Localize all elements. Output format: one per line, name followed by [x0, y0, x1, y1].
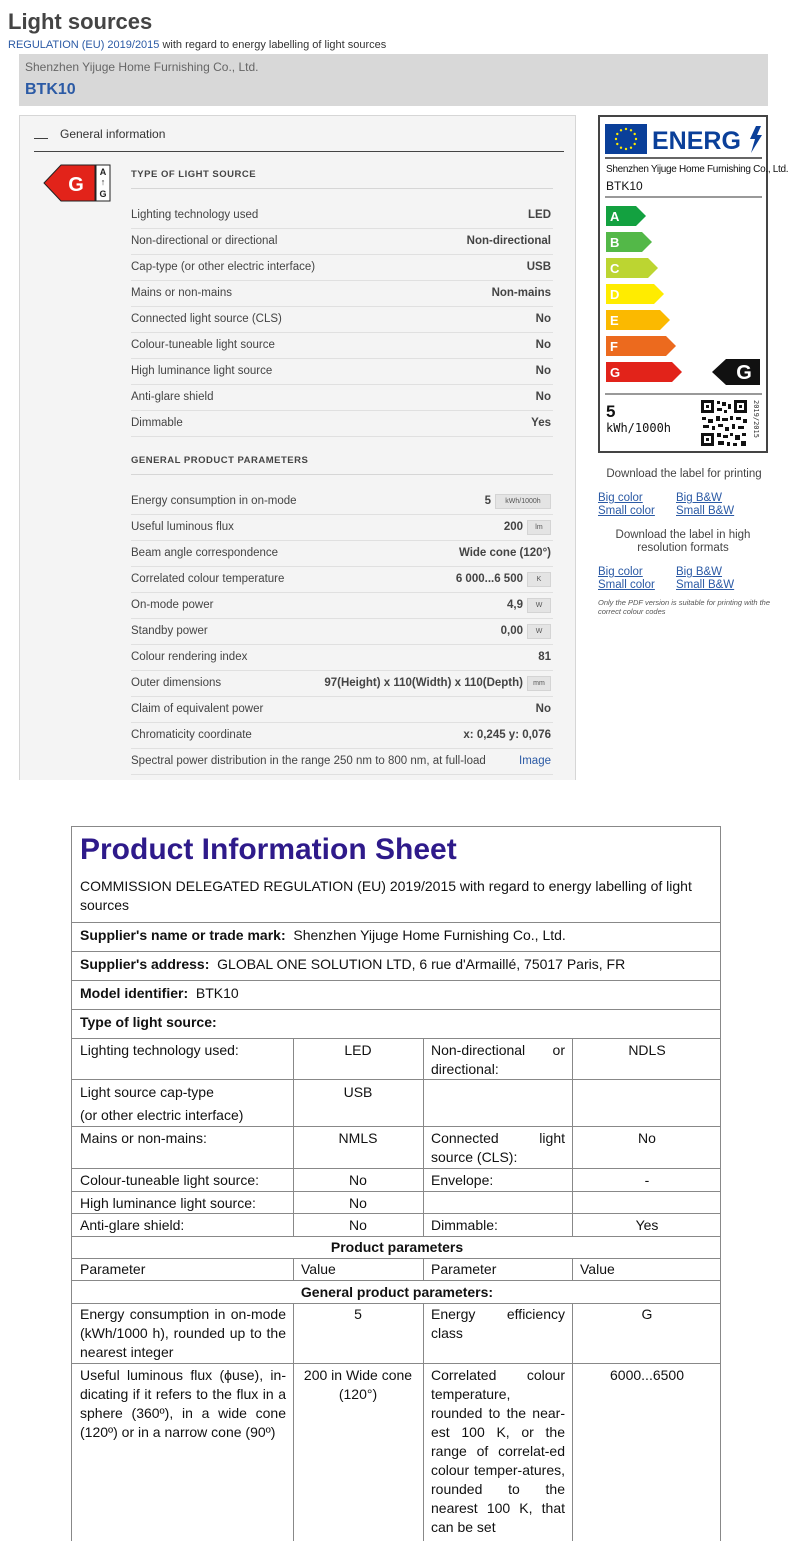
- param-row: [131, 672, 553, 697]
- type-heading-row: [72, 1009, 721, 1038]
- supplier-label: Supplier's name or trade mark:: [80, 927, 286, 943]
- row-value: 5: [484, 495, 491, 507]
- t-cls-value: No: [638, 1130, 656, 1146]
- type-row: [131, 282, 553, 307]
- t-ag-value: No: [349, 1217, 367, 1233]
- p-flux-value: 200 in Wide cone (120°): [303, 1367, 413, 1402]
- p-energy-value: 5: [354, 1306, 362, 1322]
- t-ag-label: Anti-glare shield:: [80, 1217, 185, 1233]
- label-consumption-unit: kWh/1000h: [606, 421, 672, 435]
- p-energy-label: Energy consumption in on-mode (kWh/1000 h), rounded up to the nearest integer: [80, 1306, 286, 1360]
- section-divider: [131, 188, 553, 189]
- sheet-title: Product Information Sheet: [80, 833, 457, 866]
- row-value: Non-directional: [466, 235, 551, 247]
- type-row: [131, 386, 553, 411]
- scale-arrow-icon: ↑: [100, 177, 106, 187]
- unit-badge: kWh/1000h: [495, 494, 551, 509]
- row-value: x: 0,245 y: 0,076: [463, 729, 551, 741]
- scale-letter-a: A: [610, 209, 620, 224]
- general-params-heading: General product parameters:: [300, 1284, 494, 1300]
- model-row: [72, 980, 721, 1009]
- row-label: Useful luminous flux: [131, 521, 234, 533]
- col-value-2: Value: [580, 1261, 615, 1277]
- row-label: Correlated colour temperature: [131, 573, 285, 585]
- param-row: [131, 594, 553, 619]
- type-row: [131, 360, 553, 385]
- download-small-bw-link[interactable]: Small B&W: [676, 505, 735, 517]
- supplier-row: [72, 922, 721, 951]
- collapse-icon[interactable]: —: [34, 129, 48, 145]
- type-row: [131, 308, 553, 333]
- row-value: No: [535, 703, 551, 715]
- t-lighting-label: Lighting technology used:: [80, 1042, 239, 1058]
- t-tune-value: No: [349, 1172, 367, 1188]
- t-cap-value: USB: [343, 1084, 373, 1100]
- t-mains-value: NMLS: [338, 1130, 378, 1146]
- row-value: No: [535, 339, 551, 351]
- unit-badge: K: [527, 572, 551, 587]
- t-cap-label-2: (or other electric interface): [80, 1107, 244, 1123]
- t-mains-label: Mains or non-mains:: [80, 1130, 207, 1146]
- row-value: 97(Height) x 110(Width) x 110(Depth): [324, 677, 523, 689]
- hires-big-color-link[interactable]: Big color: [598, 566, 643, 578]
- t-dir-label: Non-directional or directional:: [431, 1042, 565, 1077]
- row-label: Colour-tuneable light source: [131, 339, 275, 351]
- t-env-value: -: [644, 1172, 650, 1188]
- row-label: Non-directional or directional: [131, 235, 278, 247]
- download-big-bw-link[interactable]: Big B&W: [676, 492, 723, 504]
- param-row: [131, 490, 553, 515]
- energy-class-letter: G: [68, 174, 84, 196]
- row-value: LED: [528, 209, 551, 221]
- scale-top-letter: A: [99, 167, 107, 177]
- t-env-label: Envelope:: [431, 1172, 494, 1188]
- hires-big-bw-link[interactable]: Big B&W: [676, 566, 723, 578]
- model-label: Model identifier:: [80, 985, 189, 1001]
- param-row: [131, 698, 553, 723]
- row-value: 81: [538, 651, 551, 663]
- address-row: [72, 951, 721, 980]
- product-information-sheet: [71, 826, 721, 1541]
- param-row: [131, 724, 553, 749]
- scale-letter-f: F: [610, 339, 618, 354]
- row-value: Yes: [531, 417, 551, 429]
- unit-badge: lm: [527, 520, 551, 535]
- row-label: Anti-glare shield: [131, 391, 214, 403]
- row-value: No: [535, 365, 551, 377]
- col-parameter-2: Parameter: [431, 1261, 497, 1277]
- row-label: Claim of equivalent power: [131, 703, 264, 715]
- address-value: GLOBAL ONE SOLUTION LTD, 6 rue d'Armaillé, 75017 Paris, FR: [217, 956, 626, 972]
- type-row: [131, 412, 553, 437]
- label-supplier: Shenzhen Yijuge Home Furnishing Co., Ltd.: [606, 164, 789, 175]
- row-value: 200: [503, 521, 523, 533]
- row-value: 0,00: [500, 625, 523, 637]
- hires-small-bw-link[interactable]: Small B&W: [676, 579, 735, 591]
- row-value: USB: [526, 261, 551, 273]
- regulation-link[interactable]: REGULATION (EU) 2019/2015: [8, 39, 160, 51]
- param-row: [131, 516, 553, 541]
- unit-badge: W: [527, 598, 551, 613]
- param-row: [131, 568, 553, 593]
- energy-label-card[interactable]: [598, 115, 789, 453]
- unit-badge: W: [527, 624, 551, 639]
- model-value: BTK10: [195, 985, 239, 1001]
- energy-wordmark: ENERG: [652, 127, 741, 155]
- model-identifier: BTK10: [25, 81, 76, 98]
- row-label: On-mode power: [131, 599, 214, 611]
- p-cct-value: 6000...6500: [610, 1367, 684, 1383]
- param-row: [131, 542, 553, 567]
- address-label: Supplier's address:: [80, 956, 210, 972]
- scale-letter-g: G: [610, 365, 621, 380]
- general-information-title: General information: [60, 127, 166, 141]
- p-class-value: G: [641, 1306, 653, 1322]
- row-label: Cap-type (or other electric interface): [131, 261, 316, 273]
- row-value: 6 000...6 500: [455, 573, 523, 585]
- t-hl-value: No: [349, 1195, 367, 1211]
- download-big-color-link[interactable]: Big color: [598, 492, 643, 504]
- type-heading: Type of light source:: [80, 1014, 217, 1030]
- scale-bottom-letter: G: [99, 189, 107, 199]
- sheet-subtitle: COMMISSION DELEGATED REGULATION (EU) 2019/2015 with regard to energy labelling of light sources: [80, 878, 692, 913]
- t-dim-value: Yes: [635, 1217, 659, 1233]
- t-cap-label-1: Light source cap-type: [80, 1084, 214, 1100]
- param-row: [131, 750, 553, 775]
- scale-letter-c: C: [610, 261, 620, 276]
- download-print-heading: Download the label for printing: [606, 468, 762, 480]
- qr-code-icon: [700, 399, 748, 447]
- row-value: Non-mains: [491, 287, 551, 299]
- section-divider: [131, 474, 553, 475]
- supplier-bar: [19, 54, 768, 106]
- col-parameter: Parameter: [80, 1261, 146, 1277]
- download-hires-heading: Download the label in high resolution formats: [615, 529, 751, 554]
- general-information-panel: [19, 115, 576, 780]
- type-row: [131, 334, 553, 359]
- p-cct-label: Correlated colour temperature, rounded to the near-est 100 K, or the range of correlat-ed colour temper-atures, rounded to the nearest 100 K, that can be set: [431, 1367, 565, 1535]
- row-label: Colour rendering index: [131, 651, 248, 663]
- scale-letter-e: E: [610, 313, 619, 328]
- row-value: No: [535, 313, 551, 325]
- row-label: Beam angle correspondence: [131, 547, 279, 559]
- supplier-value: Shenzhen Yijuge Home Furnishing Co., Ltd.: [293, 927, 566, 943]
- energy-scale: [606, 206, 682, 382]
- type-section-title: TYPE OF LIGHT SOURCE: [131, 169, 257, 180]
- col-value: Value: [301, 1261, 336, 1277]
- t-dim-label: Dimmable:: [431, 1217, 498, 1233]
- product-params-heading: Product parameters: [330, 1239, 464, 1255]
- energy-class-badge: [43, 164, 113, 202]
- download-small-color-link[interactable]: Small color: [598, 505, 655, 517]
- hires-small-color-link[interactable]: Small color: [598, 579, 655, 591]
- row-label: Spectral power distribution in the range 250 nm to 800 nm, at full-load: [131, 755, 486, 767]
- row-label: High luminance light source: [131, 365, 273, 377]
- t-lighting-value: LED: [344, 1042, 372, 1058]
- spectral-image-link[interactable]: Image: [519, 755, 551, 767]
- row-label: Mains or non-mains: [131, 287, 232, 299]
- scale-letter-d: D: [610, 287, 620, 302]
- lightning-bolt-icon: [750, 126, 762, 153]
- param-row: [131, 646, 553, 671]
- regulation-line: [8, 38, 386, 52]
- t-dir-value: NDLS: [628, 1042, 666, 1058]
- t-cls-label: Connected light source (CLS):: [431, 1130, 565, 1165]
- p-class-label: Energy efficiency class: [431, 1306, 565, 1341]
- general-information-header[interactable]: [34, 126, 564, 152]
- label-consumption-value: 5: [606, 402, 616, 421]
- pdf-note: Only the PDF version is suitable for printing with the correct colour codes: [598, 598, 771, 616]
- regulation-suffix: with regard to energy labelling of light sources: [159, 39, 387, 51]
- label-regulation-year: 2019/2015: [752, 400, 760, 438]
- row-label: Standby power: [131, 625, 208, 637]
- row-value: Wide cone (120°): [458, 547, 551, 559]
- param-row: [131, 620, 553, 645]
- scale-letter-b: B: [610, 235, 620, 250]
- row-label: Outer dimensions: [131, 677, 222, 689]
- unit-badge: mm: [527, 676, 551, 691]
- type-row: [131, 204, 553, 229]
- row-label: Lighting technology used: [131, 209, 259, 221]
- t-hl-label: High luminance light source:: [80, 1195, 256, 1211]
- row-label: Chromaticity coordinate: [131, 729, 252, 741]
- row-label: Dimmable: [131, 417, 183, 429]
- p-flux-label: Useful luminous flux (ϕuse), in-dicating if it refers to the flux in a sphere (360º), in a wide cone (120º) or in a narrow cone (90º): [80, 1367, 286, 1440]
- row-value: No: [535, 391, 551, 403]
- active-class-letter: G: [736, 362, 752, 384]
- row-label: Connected light source (CLS): [131, 313, 282, 325]
- t-tune-label: Colour-tuneable light source:: [80, 1172, 259, 1188]
- supplier-name: Shenzhen Yijuge Home Furnishing Co., Ltd.: [25, 60, 259, 74]
- row-value: 4,9: [507, 599, 523, 611]
- type-row: [131, 230, 553, 255]
- label-model: BTK10: [606, 179, 643, 193]
- type-row: [131, 256, 553, 281]
- page-title: Light sources: [8, 9, 153, 34]
- params-section-title: GENERAL PRODUCT PARAMETERS: [131, 455, 309, 466]
- row-label: Energy consumption in on-mode: [131, 495, 297, 507]
